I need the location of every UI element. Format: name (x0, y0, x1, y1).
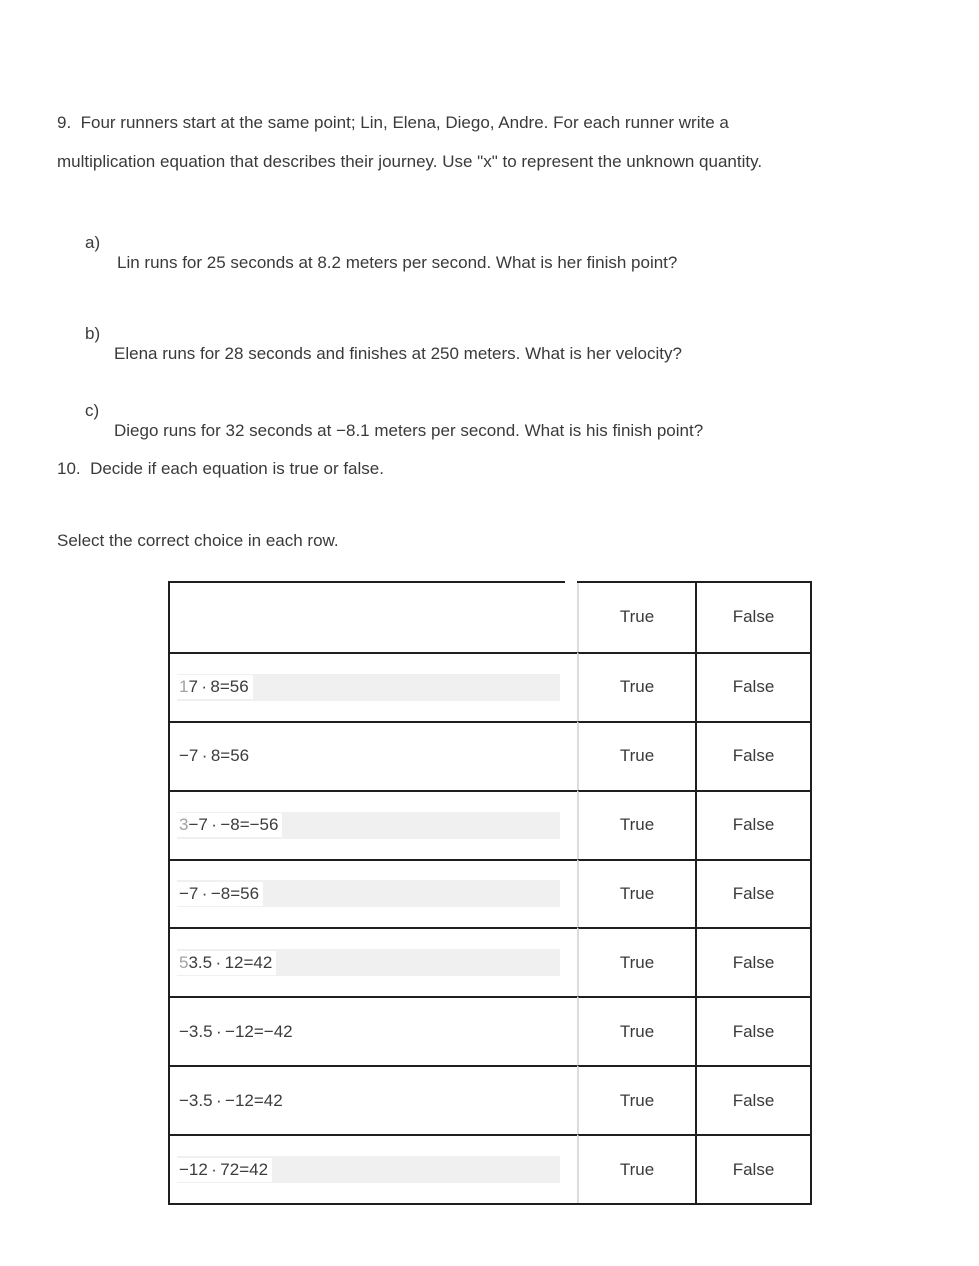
false-choice[interactable]: False (695, 790, 810, 859)
question-9a-label: a) (85, 233, 101, 252)
true-choice[interactable]: True (577, 790, 695, 859)
equation: −7 · −8=−56 (188, 815, 279, 835)
equation-cell (170, 859, 577, 928)
true-choice[interactable]: True (577, 1065, 695, 1134)
false-choice[interactable]: False (695, 996, 810, 1065)
question-9b-label: b) (85, 324, 101, 343)
equation-highlight-bar (177, 1018, 297, 1045)
equation-cell (170, 927, 577, 996)
question-9b-item (85, 304, 885, 384)
equation-text (177, 1158, 272, 1182)
equation-highlight-bar (177, 1156, 560, 1183)
true-choice[interactable]: True (577, 996, 695, 1065)
equation: 7 · 8=56 (188, 677, 249, 697)
equation-highlight-bar (177, 1087, 287, 1114)
equation: −3.5 · −12=−42 (179, 1021, 293, 1041)
true-choice[interactable]: True (577, 927, 695, 996)
equation-highlight-bar (177, 949, 560, 976)
equation-cell (170, 721, 577, 790)
equation-text (177, 1089, 287, 1113)
question-9-line-1: 9. Four runners start at the same point; Lin, Elena, Diego, Andre. For each runner write a (57, 113, 729, 132)
equation-text (177, 744, 253, 768)
false-choice[interactable]: False (695, 721, 810, 790)
question-9b-text: Elena runs for 28 seconds and finishes at 250 meters. What is her velocity? (114, 344, 682, 363)
equation: −7 · −8=56 (179, 883, 260, 903)
equation-text (177, 813, 282, 837)
equation-prefix: 3 (179, 815, 189, 835)
equation: −12 · 72=42 (179, 1159, 269, 1179)
equation-highlight-bar (177, 743, 253, 770)
equation-cell (170, 652, 577, 721)
false-choice[interactable]: False (695, 1065, 810, 1134)
true-false-table (168, 581, 812, 1205)
equation-cell (170, 1065, 577, 1134)
false-choice[interactable]: False (695, 652, 810, 721)
equation-highlight-bar (177, 674, 560, 701)
true-header-label: True (577, 583, 695, 652)
true-choice[interactable]: True (577, 859, 695, 928)
question-9c-text: Diego runs for 32 seconds at −8.1 meters per second. What is his finish point? (114, 421, 704, 440)
equation-cell (170, 1134, 577, 1203)
question-10-text: 10. Decide if each equation is true or false. (57, 459, 384, 478)
equation-prefix: 1 (179, 677, 189, 697)
question-9a-item (85, 213, 885, 293)
false-choice[interactable]: False (695, 1134, 810, 1203)
equation-highlight-bar (177, 812, 560, 839)
equation: 3.5 · 12=42 (188, 952, 273, 972)
false-choice[interactable]: False (695, 927, 810, 996)
true-choice[interactable]: True (577, 721, 695, 790)
question-9c-item (85, 381, 885, 461)
equation-text (177, 882, 263, 906)
question-9a-text: Lin runs for 25 seconds at 8.2 meters per second. What is her finish point? (117, 253, 678, 272)
equation-header-cell (170, 583, 577, 652)
equation-text (177, 675, 253, 699)
question-9-line-2: multiplication equation that describes their journey. Use "x" to represent the unknown quantity. (57, 152, 763, 171)
true-choice[interactable]: True (577, 652, 695, 721)
equation-cell (170, 996, 577, 1065)
equation-cell (170, 790, 577, 859)
equation: −7 · 8=56 (179, 746, 250, 766)
question-9c-label: c) (85, 401, 100, 420)
true-choice[interactable]: True (577, 1134, 695, 1203)
equation-text (177, 1020, 297, 1044)
equation-highlight-bar (177, 880, 560, 907)
equation-prefix: 5 (179, 952, 189, 972)
false-choice[interactable]: False (695, 859, 810, 928)
equation-text (177, 951, 276, 975)
select-instruction: Select the correct choice in each row. (57, 531, 339, 550)
false-header-label: False (695, 583, 810, 652)
equation: −3.5 · −12=42 (179, 1090, 283, 1110)
